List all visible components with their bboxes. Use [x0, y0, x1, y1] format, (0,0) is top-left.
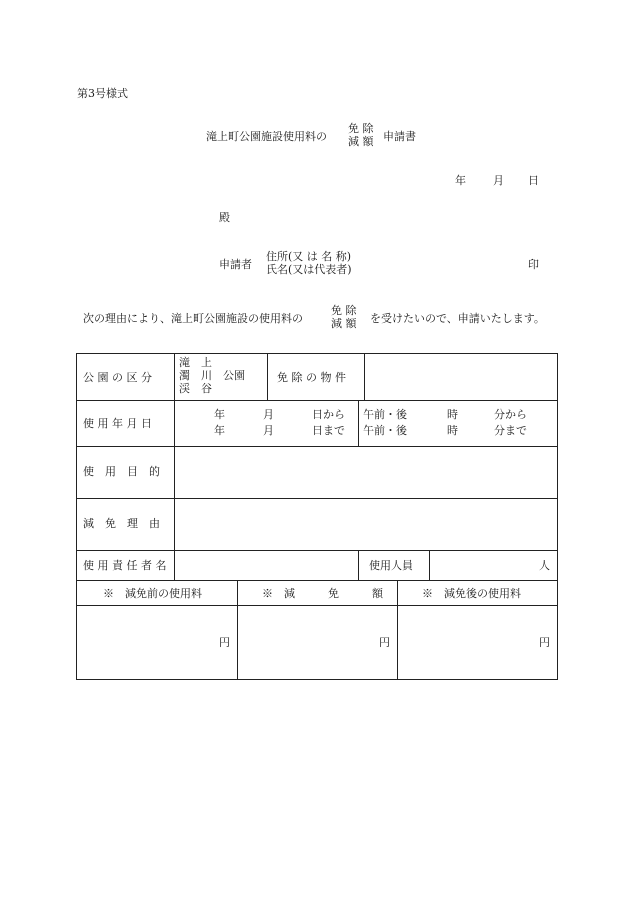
- date-month: 月: [493, 174, 504, 187]
- statement-prefix: 次の理由により、滝上町公園施設の使用料の: [83, 312, 303, 325]
- statement-option-stack: [331, 304, 357, 330]
- seal-mark: 印: [528, 258, 539, 271]
- row-divider: [76, 550, 558, 551]
- row-divider: [76, 605, 558, 606]
- name-label: 氏名(又は代表者): [266, 263, 352, 276]
- persons-label: 使用人員: [369, 559, 413, 572]
- title-option-exempt: 免 除: [348, 122, 374, 135]
- col-divider: [364, 353, 365, 400]
- park-list: [179, 356, 245, 395]
- applicant-fields: [266, 250, 352, 276]
- applicant-label: 申請者: [219, 258, 252, 271]
- address-label: 住所(又 は 名 称): [266, 250, 352, 263]
- row-divider: [76, 580, 558, 581]
- col-divider: [267, 353, 268, 400]
- col-divider: [397, 580, 398, 680]
- title-option-stack: [348, 122, 374, 148]
- purpose-label: 使 用 目 的: [83, 465, 160, 478]
- reason-label: 減 免 理 由: [83, 517, 160, 530]
- to-day: 日まで: [312, 424, 345, 437]
- col-divider: [174, 353, 175, 580]
- col-divider: [237, 580, 238, 680]
- from-day: 日から: [312, 408, 345, 421]
- row-divider: [76, 400, 558, 401]
- col-divider: [358, 550, 359, 580]
- date-year: 年: [455, 174, 466, 187]
- exempt-item-label: 免 除 の 物 件: [277, 371, 346, 384]
- col-divider: [358, 400, 359, 446]
- reduction-amount-label: ※ 減 免 額: [262, 587, 383, 600]
- from-minute: 分から: [494, 408, 527, 421]
- from-month: 月: [263, 408, 274, 421]
- from-ampm: 午前・後: [363, 408, 407, 421]
- form-number: 第3号様式: [77, 87, 128, 100]
- to-ampm: 午前・後: [363, 424, 407, 437]
- statement-option-exempt: 免 除: [331, 304, 357, 317]
- row-divider: [76, 446, 558, 447]
- responsible-person-label: 使 用 責 任 者 名: [83, 559, 167, 572]
- to-hour: 時: [447, 424, 458, 437]
- park-division-label: 公 園 の 区 分: [83, 371, 152, 384]
- persons-unit: 人: [539, 559, 550, 572]
- to-month: 月: [263, 424, 274, 437]
- from-hour: 時: [447, 408, 458, 421]
- fee-after-label: ※ 減免後の使用料: [422, 587, 521, 600]
- date-day: 日: [528, 174, 539, 187]
- park-option: 濁 川 公園: [179, 369, 245, 382]
- yen-unit: 円: [219, 636, 230, 649]
- from-year: 年: [214, 408, 225, 421]
- title-suffix: 申請書: [383, 130, 416, 143]
- title-prefix: 滝上町公園施設使用料の: [206, 130, 327, 143]
- statement-option-reduce: 減 額: [331, 317, 357, 330]
- fee-before-label: ※ 減免前の使用料: [103, 587, 202, 600]
- to-minute: 分まで: [494, 424, 527, 437]
- use-date-label: 使 用 年 月 日: [83, 417, 152, 430]
- park-option: 滝 上: [179, 356, 212, 369]
- col-divider: [429, 550, 430, 580]
- yen-unit: 円: [539, 636, 550, 649]
- statement-suffix: を受けたいので、申請いたします。: [370, 312, 545, 325]
- to-year: 年: [214, 424, 225, 437]
- yen-unit: 円: [379, 636, 390, 649]
- addressee-suffix: 殿: [219, 211, 230, 224]
- park-option: 渓 谷: [179, 382, 212, 395]
- row-divider: [76, 498, 558, 499]
- title-option-reduce: 減 額: [348, 135, 374, 148]
